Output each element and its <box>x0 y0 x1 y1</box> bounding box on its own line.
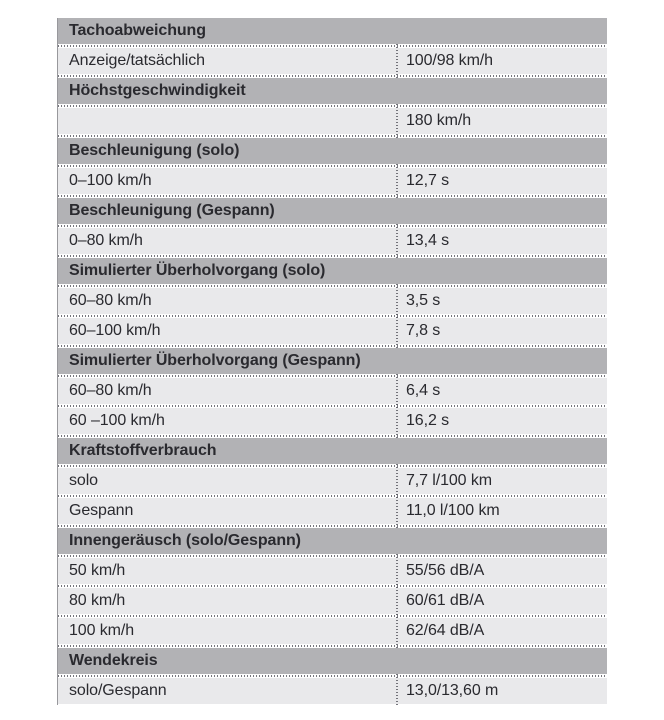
row-label: solo/Gespann <box>69 682 167 699</box>
table-row <box>58 318 607 344</box>
table-row <box>58 408 607 434</box>
table-row <box>58 108 607 134</box>
row-value: 60/61 dB/A <box>396 588 607 614</box>
row-value: 3,5 s <box>396 288 607 314</box>
section-header-row <box>58 198 607 224</box>
table-row <box>58 378 607 404</box>
table-row <box>58 558 607 584</box>
section-header-row <box>58 258 607 284</box>
row-label: 60–100 km/h <box>69 322 161 339</box>
table-row <box>58 588 607 614</box>
section-header-label: Höchstgeschwindigkeit <box>69 82 246 99</box>
section-header-label: Beschleunigung (Gespann) <box>69 202 275 219</box>
row-value: 62/64 dB/A <box>396 618 607 644</box>
row-label: solo <box>69 472 98 489</box>
section-header-label: Simulierter Überholvorgang (solo) <box>69 262 326 279</box>
row-label: 0–80 km/h <box>69 232 143 249</box>
row-value: 180 km/h <box>396 108 607 134</box>
section-header-row <box>58 78 607 104</box>
table-row <box>58 228 607 254</box>
row-label: 50 km/h <box>69 562 126 579</box>
row-label: 60–80 km/h <box>69 382 152 399</box>
section-header-row <box>58 648 607 674</box>
section-header-row <box>58 348 607 374</box>
section-header-label: Wendekreis <box>69 652 158 669</box>
table-row <box>58 468 607 494</box>
table-row <box>58 168 607 194</box>
section-header-row <box>58 138 607 164</box>
section-header-row <box>58 18 607 44</box>
row-value: 7,8 s <box>396 318 607 344</box>
table-row <box>58 48 607 74</box>
section-header-row <box>58 528 607 554</box>
row-value: 13,0/13,60 m <box>396 678 607 704</box>
row-value: 6,4 s <box>396 378 607 404</box>
row-value: 55/56 dB/A <box>396 558 607 584</box>
row-label <box>58 108 396 134</box>
row-label: Anzeige/tatsächlich <box>69 52 205 69</box>
row-value: 100/98 km/h <box>396 48 607 74</box>
section-header-label: Tachoabweichung <box>69 22 206 39</box>
section-header-label: Simulierter Überholvorgang (Gespann) <box>69 352 361 369</box>
row-label: 80 km/h <box>69 592 126 609</box>
row-label: 60 –100 km/h <box>69 412 165 429</box>
section-header-label: Innengeräusch (solo/Gespann) <box>69 532 301 549</box>
row-value: 16,2 s <box>396 408 607 434</box>
row-label: Gespann <box>69 502 134 519</box>
row-label: 60–80 km/h <box>69 292 152 309</box>
row-value: 12,7 s <box>396 168 607 194</box>
section-header-row <box>58 438 607 464</box>
table-row <box>58 288 607 314</box>
row-value: 13,4 s <box>396 228 607 254</box>
row-label: 100 km/h <box>69 622 135 639</box>
row-value: 7,7 l/100 km <box>396 468 607 494</box>
row-label: 0–100 km/h <box>69 172 152 189</box>
row-value: 11,0 l/100 km <box>396 498 607 524</box>
section-header-label: Kraftstoffverbrauch <box>69 442 217 459</box>
table-row <box>58 618 607 644</box>
spec-table <box>57 18 607 705</box>
section-header-label: Beschleunigung (solo) <box>69 142 240 159</box>
table-row <box>58 498 607 524</box>
table-row <box>58 678 607 704</box>
